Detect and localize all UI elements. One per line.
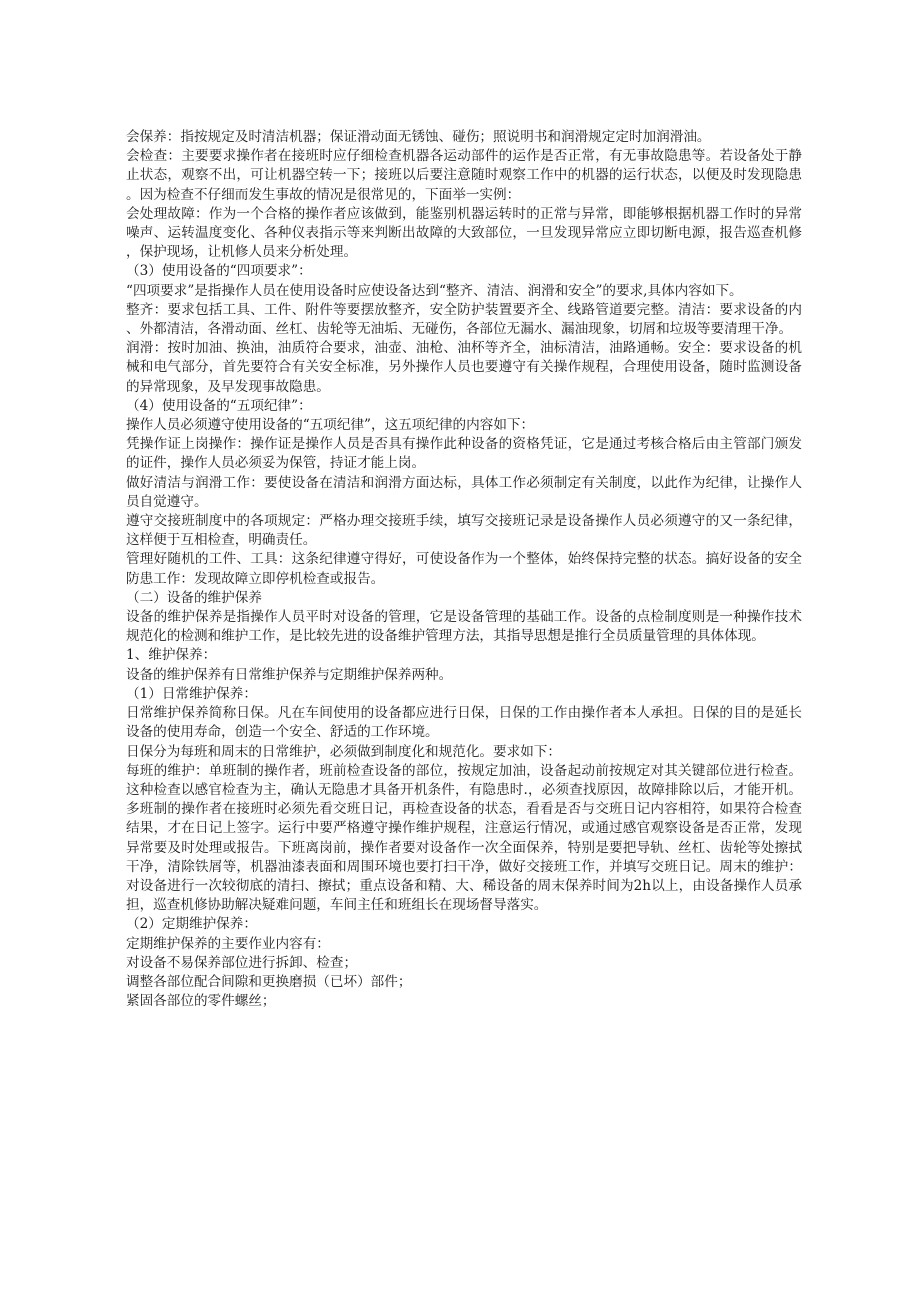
heading-periodic-maintenance: （2）定期维护保养： <box>126 916 257 933</box>
paragraph-maintenance-intro: 设备的维护保养是指操作人员平时对设备的管理，它是设备管理的基础工作。设备的点检制度则是一种操作技术规范化的检测和维护工作，是比较先进的设备维护管理方法，其指导思想是推行全员质量管理的具体体现。 <box>126 609 802 645</box>
paragraph-fault-handling: 会处理故障：作为一个合格的操作者应该做到，能鉴别机器运转时的正常与异常，即能够根据机器工作时的异常噪声、运转温度变化、各种仪表指示等来判断出故障的大致部位，一旦发现异常应立即切断电源，报告巡查机修，保护现场，让机修人员来分析处理。 <box>126 205 802 261</box>
paragraph-four-requirements-intro: “四项要求”是指操作人员在使用设备时应使设备达到“整齐、清洁、润滑和安全”的要求,具体内容如下。 <box>126 282 743 299</box>
document-body <box>126 128 802 1011</box>
paragraph-shift-handover: 遵守交接班制度中的各项规定：严格办理交接班手续，填写交接班记录是设备操作人员必须遵守的又一条纪律，这样便于互相检查，明确责任。 <box>126 513 802 549</box>
heading-five-disciplines: （4）使用设备的“五项纪律”： <box>126 397 312 414</box>
paragraph-inspection: 会检查：主要要求操作者在接班时应仔细检查机器各运动部件的运作是否正常，有无事故隐患等。若设备处于静止状态，观察不出，可让机器空转一下；接班以后要注意随时观察工作中的机器的运行状态，以便及时发现隐患。因为检查不仔细而发生事故的情况是很常见的，下面举一实例： <box>126 148 802 203</box>
heading-daily-maintenance: （1）日常维护保养： <box>126 685 257 702</box>
paragraph-periodic-intro: 定期维护保养的主要作业内容有： <box>126 935 330 952</box>
paragraph-daily-intro: 日常维护保养简称日保。凡在车间使用的设备都应进行日保，日保的工作由操作者本人承担。日保的目的是延长设备的使用寿命，创造一个安全、舒适的工作环境。 <box>126 705 802 741</box>
paragraph-shift-maintenance: 每班的维护：单班制的操作者，班前检查设备的部位，按规定加油，设备起动前按规定对其关键部位进行检查。这种检查以感官检查为主，确认无隐患才具备开机条件，有隐患时.，必须查找原因，故障排除以后，才能开机。多班制的操作者在接班时必须先看交班日记，再检查设备的状态，看看是否与交班日记内容相符，如果符合检查结果，才在日记上签字。运行中要严格遵守操作维护规程，注意运行情况，或通过感官观察设备是否正常，发现异常要及时处理或报告。下班离岗前，操作者要对设备作一次全面保养，特别是要把导轨、丝杠、齿轮等处擦拭干净，清除铁屑等，机器油漆表面和周围环境也要打扫干净，做好交接班工作，并填写交班日记。周末的维护：对设备进行一次较彻底的清扫、擦拭；重点设备和精、大、稀设备的周末保养时间为2h以上，由设备操作人员承担，巡查机修协助解决疑难问题，车间主任和班组长在现场督导落实。 <box>126 762 802 914</box>
paragraph-periodic-item-3: 紧固各部位的零件螺丝； <box>126 993 276 1010</box>
paragraph-tidy-clean: 整齐：要求包括工具、工件、附件等要摆放整齐，安全防护装置要齐全、线路管道要完整。清洁：要求设备的内、外都清洁，各滑动面、丝杠、齿轮等无油垢、无碰伤，各部位无漏水、漏油现象，切屑和垃圾等要清理干净。 <box>126 301 802 338</box>
paragraph-cleaning-lubrication: 做好清洁与润滑工作：要使设备在清洁和润滑方面达标，具体工作必须制定有关制度，以此作为纪律，让操作人员自觉遵守。 <box>126 474 802 510</box>
paragraph-periodic-item-1: 对设备不易保养部位进行拆卸、检查； <box>126 954 358 971</box>
paragraph-maintenance-types: 设备的维护保养有日常维护保养与定期维护保养两种。 <box>126 666 453 683</box>
paragraph-tools-safety: 管理好随机的工件、工具：这条纪律遵守得好，可使设备作为一个整体，始终保持完整的状态。搞好设备的安全防患工作：发现故障立即停机检查或报告。 <box>126 551 802 587</box>
paragraph-five-disciplines-intro: 操作人员必须遵守使用设备的“五项纪律”，这五项纪律的内容如下： <box>126 417 535 434</box>
paragraph-periodic-item-2: 调整各部位配合间隙和更换磨损（已坏）部件； <box>126 973 412 990</box>
paragraph-daily-split: 日保分为每班和周末的日常维护，必须做到制度化和规范化。要求如下： <box>126 743 561 760</box>
heading-maintenance-section: （二）设备的维护保养 <box>126 589 262 606</box>
paragraph-maintenance: 会保养：指按规定及时清洁机器；保证滑动面无锈蚀、碰伤；照说明书和润滑规定定时加润滑油。 <box>126 129 711 145</box>
heading-maintenance-1: 1、维护保养： <box>126 647 217 664</box>
paragraph-lubrication-safety: 润滑：按时加油、换油，油质符合要求，油壶、油枪、油杯等齐全，油标清洁，油路通畅。安全：要求设备的机械和电气部分，首先要符合有关安全标准，另外操作人员也要遵守有关操作规程，合理使用设备，随时监测设备的异常现象，及早发现事故隐患。 <box>126 340 802 395</box>
heading-four-requirements: （3）使用设备的“四项要求”： <box>126 263 312 280</box>
paragraph-certificate: 凭操作证上岗操作：操作证是操作人员是否具有操作此种设备的资格凭证，它是通过考核合格后由主管部门颁发的证件，操作人员必须妥为保管，持证才能上岗。 <box>126 436 802 472</box>
